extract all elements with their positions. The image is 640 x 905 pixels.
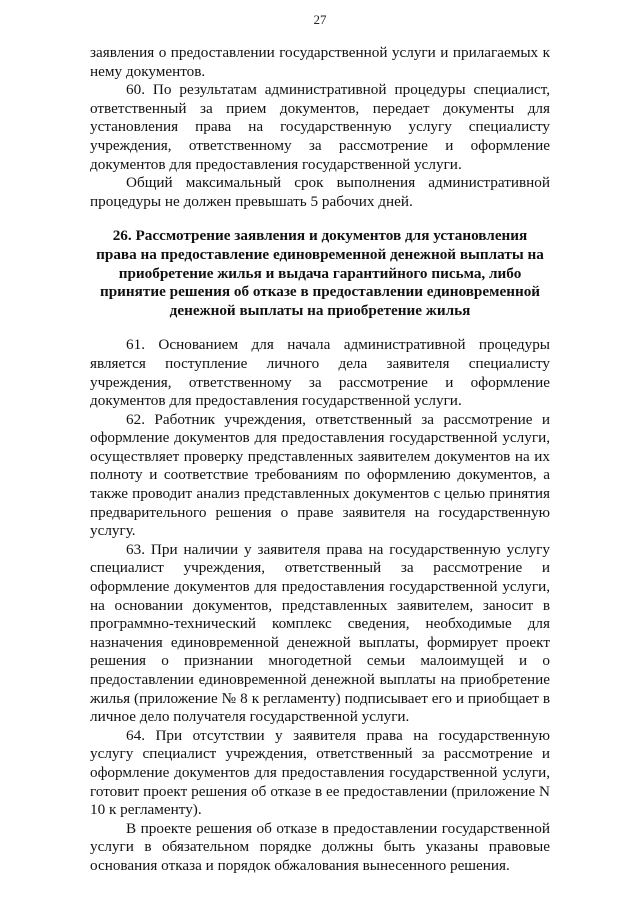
paragraph-61: 61. Основанием для начала административной процедуры является поступление личного дела заявителя специалисту учреждения, ответственному за рассмотрение и оформление документов для предоставления государственной услуги. [90,336,550,410]
document-body [90,44,550,876]
paragraph-62: 62. Работник учреждения, ответственный за рассмотрение и оформление документов для предоставления государственной услуги, осуществляет проверку представленных заявителем документов на их полноту и соответствие требованиям по оформлению документов, а также проводит анализ представленных документов с целью принятия предварительного решения о праве заявителя на государственную услугу. [90,410,550,540]
paragraph-refusal-decision: В проекте решения об отказе в предоставлении государственной услуги в обязательном порядке должны быть указаны правовые основания отказа и порядок обжалования вынесенного решения. [90,819,550,874]
paragraph-63: 63. При наличии у заявителя права на государственную услугу специалист учреждения, ответственный за рассмотрение и оформление документов для предоставления государственной услуги, на основании документов, представленных заявителем, заносит в программно-технический комплекс сведения, необходимые для назначения единовременной денежной выплаты, формирует проект решения о признании многодетной семьи малоимущей и о предоставлении единовременной денежной выплаты на приобретение жилья (приложение № 8 к регламенту) подписывает его и приобщает в личное дело получателя государственной услуги. [90,540,550,726]
spacer [90,211,550,227]
paragraph-60: 60. По результатам административной процедуры специалист, ответственный за прием документов, передает документы для установления права на государственную услугу специалисту учреждения, ответственному за рассмотрение и оформление документов для предоставления государственной услуги. [90,81,550,173]
paragraph-64: 64. При отсутствии у заявителя права на государственную услугу специалист учреждения, ответственный за рассмотрение и оформление документов для предоставления государственной услуги, готовит проект решения об отказе в ее предоставлении (приложение N 10 к регламенту). [90,726,550,819]
paragraph-continuation: заявления о предоставлении государственной услуги и прилагаемых к нему документов. [90,44,550,80]
page-number: 27 [313,12,327,27]
paragraph-max-term: Общий максимальный срок выполнения административной процедуры не должен превышать 5 рабочих дней. [90,174,550,210]
section-heading-26: 26. Рассмотрение заявления и документов для установления права на предоставление единовременной денежной выплаты на приобретение жилья и выдача гарантийного письма, либо принятие решения об отказе в предоставлении единовременной денежной выплаты на приобретение жилья [96,227,544,319]
spacer [90,320,550,336]
